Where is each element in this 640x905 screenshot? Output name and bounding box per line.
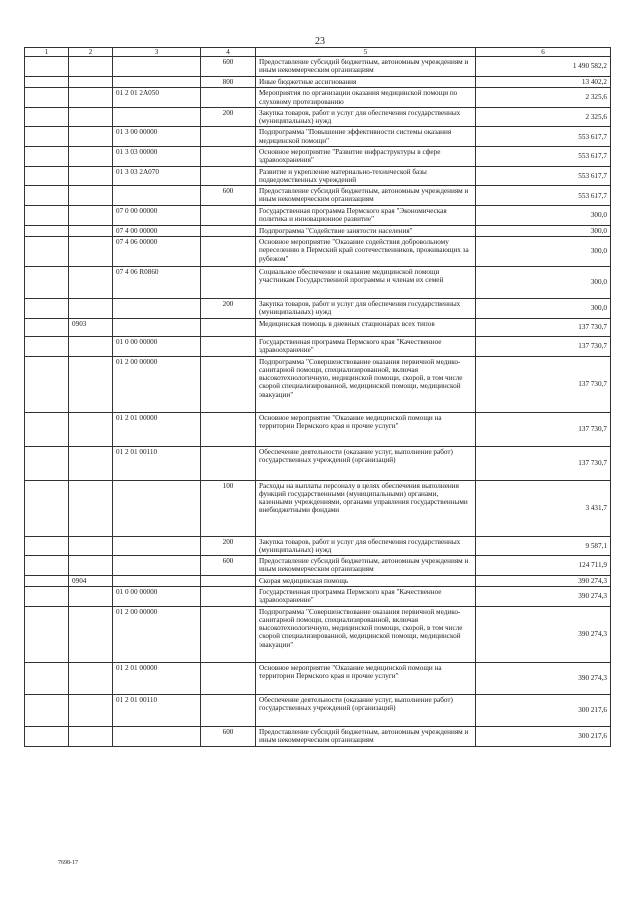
document-code: 7698-17 xyxy=(58,860,78,866)
cell-c2 xyxy=(69,147,113,167)
cell-c4 xyxy=(201,662,256,694)
cell-c2 xyxy=(69,107,113,127)
cell-c2 xyxy=(69,446,113,480)
cell-c6: 300,0 xyxy=(476,266,611,298)
table-row xyxy=(25,586,611,606)
table-row xyxy=(25,206,611,226)
cell-c3 xyxy=(113,556,201,576)
cell-c2 xyxy=(69,186,113,206)
cell-c1 xyxy=(25,77,69,88)
table-row xyxy=(25,88,611,108)
cell-c6: 553 617,7 xyxy=(476,166,611,186)
cell-c6: 9 587,1 xyxy=(476,536,611,556)
cell-c3: 01 3 00 00000 xyxy=(113,127,201,147)
cell-c6: 390 274,3 xyxy=(476,575,611,586)
cell-c2 xyxy=(69,127,113,147)
cell-c5: Государственная программа Пермского края "Качественное здравоохранение" xyxy=(256,336,476,356)
cell-c3: 07 4 06 R0860 xyxy=(113,266,201,298)
cell-c5: Мероприятия по организации оказания медицинской помощи по слуховому протезированию xyxy=(256,88,476,108)
cell-c5: Подпрограмма "Содействие занятости населения" xyxy=(256,225,476,236)
cell-c4 xyxy=(201,586,256,606)
header-cell: 1 xyxy=(25,48,69,57)
table-row xyxy=(25,147,611,167)
table-header-row xyxy=(25,48,611,57)
cell-c3 xyxy=(113,107,201,127)
table-row xyxy=(25,536,611,556)
cell-c4: 600 xyxy=(201,556,256,576)
cell-c2 xyxy=(69,206,113,226)
cell-c4 xyxy=(201,225,256,236)
cell-c2 xyxy=(69,726,113,746)
cell-c1 xyxy=(25,556,69,576)
cell-c4 xyxy=(201,446,256,480)
header-cell: 5 xyxy=(256,48,476,57)
cell-c5: Скорая медицинская помощь xyxy=(256,575,476,586)
cell-c1 xyxy=(25,336,69,356)
cell-c1 xyxy=(25,236,69,266)
cell-c3 xyxy=(113,536,201,556)
cell-c3 xyxy=(113,480,201,536)
cell-c3: 01 2 00 00000 xyxy=(113,356,201,412)
table-row xyxy=(25,318,611,336)
cell-c1 xyxy=(25,575,69,586)
cell-c1 xyxy=(25,726,69,746)
cell-c3 xyxy=(113,318,201,336)
cell-c3: 01 2 01 00000 xyxy=(113,412,201,446)
table-row xyxy=(25,166,611,186)
cell-c3: 07 4 06 00000 xyxy=(113,236,201,266)
table-row xyxy=(25,298,611,318)
cell-c4: 200 xyxy=(201,298,256,318)
table-row xyxy=(25,186,611,206)
cell-c2 xyxy=(69,266,113,298)
cell-c6: 3 431,7 xyxy=(476,480,611,536)
cell-c1 xyxy=(25,206,69,226)
cell-c4 xyxy=(201,266,256,298)
cell-c2 xyxy=(69,480,113,536)
table-row xyxy=(25,575,611,586)
table-row xyxy=(25,127,611,147)
table-row xyxy=(25,77,611,88)
cell-c5: Подпрограмма "Повышение эффективности системы оказания медицинской помощи" xyxy=(256,127,476,147)
table-row xyxy=(25,412,611,446)
cell-c5: Предоставление субсидий бюджетным, автономным учреждениям и иным некоммерческим организациям xyxy=(256,57,476,77)
cell-c4 xyxy=(201,694,256,726)
cell-c2 xyxy=(69,412,113,446)
cell-c2 xyxy=(69,77,113,88)
cell-c6: 390 274,3 xyxy=(476,662,611,694)
cell-c1 xyxy=(25,225,69,236)
cell-c5: Государственная программа Пермского края "Качественное здравоохранение" xyxy=(256,586,476,606)
cell-c3: 01 3 03 00000 xyxy=(113,147,201,167)
cell-c6: 1 490 582,2 xyxy=(476,57,611,77)
cell-c4 xyxy=(201,88,256,108)
table-row xyxy=(25,606,611,662)
cell-c6: 390 274,3 xyxy=(476,606,611,662)
cell-c5: Медицинская помощь в дневных стационарах всех типов xyxy=(256,318,476,336)
cell-c4: 200 xyxy=(201,107,256,127)
cell-c3 xyxy=(113,186,201,206)
table-row xyxy=(25,57,611,77)
cell-c3 xyxy=(113,77,201,88)
cell-c6: 390 274,3 xyxy=(476,586,611,606)
cell-c2 xyxy=(69,236,113,266)
cell-c1 xyxy=(25,586,69,606)
cell-c6: 553 617,7 xyxy=(476,127,611,147)
cell-c1 xyxy=(25,88,69,108)
cell-c1 xyxy=(25,662,69,694)
cell-c3: 07 4 00 00000 xyxy=(113,225,201,236)
cell-c1 xyxy=(25,166,69,186)
cell-c4 xyxy=(201,166,256,186)
table-row xyxy=(25,556,611,576)
cell-c4 xyxy=(201,318,256,336)
cell-c3: 01 2 01 00000 xyxy=(113,662,201,694)
table-row xyxy=(25,236,611,266)
table-row xyxy=(25,726,611,746)
header-cell: 4 xyxy=(201,48,256,57)
cell-c4: 100 xyxy=(201,480,256,536)
cell-c6: 553 617,7 xyxy=(476,186,611,206)
cell-c5: Основное мероприятие "Оказание содействия добровольному переселению в Пермский край соотечественников, проживающих за рубежом" xyxy=(256,236,476,266)
cell-c3 xyxy=(113,726,201,746)
header-cell: 3 xyxy=(113,48,201,57)
header-cell: 2 xyxy=(69,48,113,57)
cell-c1 xyxy=(25,107,69,127)
cell-c4 xyxy=(201,127,256,147)
cell-c1 xyxy=(25,186,69,206)
budget-table xyxy=(24,47,611,747)
cell-c4 xyxy=(201,147,256,167)
cell-c2 xyxy=(69,536,113,556)
cell-c5: Основное мероприятие "Оказание медицинской помощи на территории Пермского края и прочие услуги" xyxy=(256,662,476,694)
table-row xyxy=(25,446,611,480)
cell-c5: Закупка товаров, работ и услуг для обеспечения государственных (муниципальных) нужд xyxy=(256,107,476,127)
cell-c5: Предоставление субсидий бюджетным, автономным учреждениям и иным некоммерческим организациям xyxy=(256,186,476,206)
page-number: 23 xyxy=(315,36,325,47)
cell-c5: Подпрограмма "Совершенствование оказания первичной медико-санитарной помощи, специализированной, включая высокотехнологичную, медицинской помощи, скорой, в том числе скорой специализированной, медицинской помощи, медицинской эвакуации" xyxy=(256,356,476,412)
cell-c2 xyxy=(69,225,113,236)
cell-c2 xyxy=(69,556,113,576)
cell-c5: Предоставление субсидий бюджетным, автономным учреждениям и иным некоммерческим организациям xyxy=(256,556,476,576)
cell-c5: Подпрограмма "Совершенствование оказания первичной медико-санитарной помощи, специализированной, включая высокотехнологичную, медицинской помощи, скорой, в том числе скорой специализированной, медицинской помощи, медицинской эвакуации" xyxy=(256,606,476,662)
cell-c2: 0903 xyxy=(69,318,113,336)
cell-c6: 13 402,2 xyxy=(476,77,611,88)
cell-c2 xyxy=(69,336,113,356)
cell-c2 xyxy=(69,694,113,726)
cell-c6: 2 325,6 xyxy=(476,107,611,127)
cell-c6: 553 617,7 xyxy=(476,147,611,167)
cell-c4: 600 xyxy=(201,726,256,746)
cell-c2 xyxy=(69,586,113,606)
cell-c3: 01 3 03 2А070 xyxy=(113,166,201,186)
cell-c3: 01 0 00 00000 xyxy=(113,586,201,606)
cell-c1 xyxy=(25,356,69,412)
cell-c4 xyxy=(201,206,256,226)
cell-c3 xyxy=(113,57,201,77)
cell-c5: Развитие и укрепление материально-технической базы подведомственных учреждений xyxy=(256,166,476,186)
cell-c1 xyxy=(25,446,69,480)
cell-c3: 01 2 01 00110 xyxy=(113,694,201,726)
cell-c5: Основное мероприятие "Оказание медицинской помощи на территории Пермского края и прочие услуги" xyxy=(256,412,476,446)
cell-c3: 01 2 01 00110 xyxy=(113,446,201,480)
cell-c1 xyxy=(25,606,69,662)
cell-c1 xyxy=(25,127,69,147)
cell-c5: Закупка товаров, работ и услуг для обеспечения государственных (муниципальных) нужд xyxy=(256,298,476,318)
table-row xyxy=(25,336,611,356)
cell-c6: 300,0 xyxy=(476,225,611,236)
cell-c1 xyxy=(25,412,69,446)
cell-c6: 137 730,7 xyxy=(476,356,611,412)
cell-c2 xyxy=(69,356,113,412)
cell-c4 xyxy=(201,356,256,412)
cell-c5: Обеспечение деятельности (оказание услуг, выполнение работ) государственных учреждений (организаций) xyxy=(256,446,476,480)
cell-c1 xyxy=(25,298,69,318)
table-row xyxy=(25,694,611,726)
cell-c1 xyxy=(25,318,69,336)
cell-c2 xyxy=(69,166,113,186)
cell-c2 xyxy=(69,298,113,318)
cell-c3: 01 2 01 2А050 xyxy=(113,88,201,108)
header-cell: 6 xyxy=(476,48,611,57)
cell-c4: 800 xyxy=(201,77,256,88)
cell-c2 xyxy=(69,88,113,108)
cell-c1 xyxy=(25,266,69,298)
cell-c6: 137 730,7 xyxy=(476,318,611,336)
cell-c6: 300,0 xyxy=(476,206,611,226)
cell-c3: 01 2 00 00000 xyxy=(113,606,201,662)
cell-c4 xyxy=(201,336,256,356)
cell-c3 xyxy=(113,298,201,318)
cell-c6: 137 730,7 xyxy=(476,336,611,356)
cell-c4: 200 xyxy=(201,536,256,556)
cell-c5: Закупка товаров, работ и услуг для обеспечения государственных (муниципальных) нужд xyxy=(256,536,476,556)
cell-c5: Обеспечение деятельности (оказание услуг, выполнение работ) государственных учреждений (организаций) xyxy=(256,694,476,726)
cell-c4 xyxy=(201,236,256,266)
cell-c2 xyxy=(69,57,113,77)
cell-c5: Основное мероприятие "Развитие инфраструктуры в сфере здравоохранения" xyxy=(256,147,476,167)
cell-c6: 124 711,9 xyxy=(476,556,611,576)
cell-c3: 01 0 00 00000 xyxy=(113,336,201,356)
cell-c3 xyxy=(113,575,201,586)
cell-c1 xyxy=(25,480,69,536)
table-row xyxy=(25,662,611,694)
cell-c5: Расходы на выплаты персоналу в целях обеспечения выполнения функций государственными (муниципальными) органами, казенными учреждениями, органами управления государственными внебюджетными фондами xyxy=(256,480,476,536)
cell-c6: 137 730,7 xyxy=(476,446,611,480)
table-row xyxy=(25,225,611,236)
cell-c3: 07 0 00 00000 xyxy=(113,206,201,226)
cell-c2 xyxy=(69,662,113,694)
cell-c5: Предоставление субсидий бюджетным, автономным учреждениям и иным некоммерческим организациям xyxy=(256,726,476,746)
cell-c6: 300 217,6 xyxy=(476,726,611,746)
table-row xyxy=(25,480,611,536)
cell-c4: 600 xyxy=(201,57,256,77)
table-row xyxy=(25,356,611,412)
cell-c6: 137 730,7 xyxy=(476,412,611,446)
cell-c1 xyxy=(25,694,69,726)
cell-c6: 300 217,6 xyxy=(476,694,611,726)
cell-c6: 300,0 xyxy=(476,298,611,318)
cell-c5: Социальное обеспечение и оказание медицинской помощи участникам Государственной программы и членам их семей xyxy=(256,266,476,298)
cell-c4 xyxy=(201,412,256,446)
cell-c1 xyxy=(25,57,69,77)
cell-c2 xyxy=(69,606,113,662)
cell-c6: 2 325,6 xyxy=(476,88,611,108)
cell-c5: Государственная программа Пермского края "Экономическая политика и инновационное развитие" xyxy=(256,206,476,226)
table-row xyxy=(25,107,611,127)
cell-c2: 0904 xyxy=(69,575,113,586)
cell-c6: 300,0 xyxy=(476,236,611,266)
cell-c4: 600 xyxy=(201,186,256,206)
cell-c5: Иные бюджетные ассигнования xyxy=(256,77,476,88)
table-row xyxy=(25,266,611,298)
cell-c4 xyxy=(201,606,256,662)
cell-c4 xyxy=(201,575,256,586)
cell-c1 xyxy=(25,536,69,556)
cell-c1 xyxy=(25,147,69,167)
